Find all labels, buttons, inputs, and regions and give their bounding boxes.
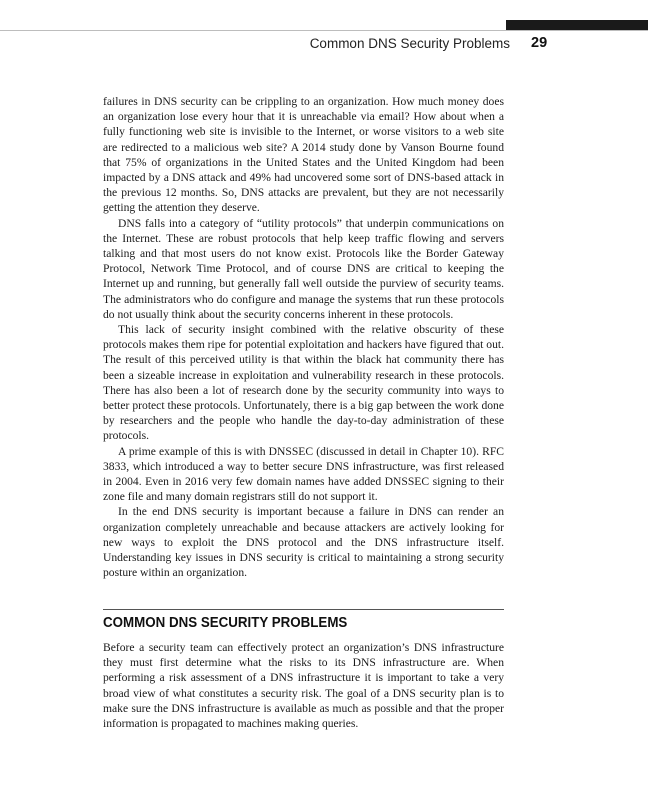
paragraph: DNS falls into a category of “utility protocols” that underpin communications on the Internet. These are robust protocols that help keep traffic flowing and servers talking and that most users do not know exist. Protocols like the Border Gateway Protocol, Network Time Protocol, and of course DNS are critical to keeping the Internet up and running, but generally fall well outside the purview of security teams. The administrators who do configure and manage the systems that run these protocols do not usually think about the security concerns inherent in these protocols. [103, 216, 504, 321]
paragraph: failures in DNS security can be crippling to an organization. How much money does an organization lose every hour that it is unreachable via email? How about when a fully functioning web site is invisible to the Internet, or worse visitors to a web site are redirected to a malicious web site? A 2014 study done by Vanson Bourne found that 75% of organizations in the United States and the United Kingdom had been impacted by a DNS attack and 49% had uncovered some sort of DNS-based attack in the previous 12 months. So, DNS attacks are prevalent, but they are not necessarily getting the attention they deserve. [103, 95, 504, 215]
section-divider [103, 609, 504, 610]
paragraph: In the end DNS security is important because a failure in DNS can render an organization completely unreachable and because attackers are actively looking for new ways to exploit the DNS protocol and the DNS infrastructure itself. Understanding key issues in DNS security is critical to maintaining a strong security posture within an organization. [103, 505, 504, 580]
running-head: Common DNS Security Problems [309, 36, 510, 51]
paragraph: A prime example of this is with DNSSEC (discussed in detail in Chapter 10). RFC 3833, which introduced a way to better secure DNS infrastructure, was first released in 2004. Even in 2016 very few domain names have added DNSSEC signing to their zone file and many domain registrars still do not support it. [103, 444, 504, 504]
section-body-text [103, 640, 504, 731]
header-rule [0, 30, 648, 31]
paragraph: Before a security team can effectively protect an organization’s DNS infrastructure they must first determine what the risks to its DNS infrastructure are. When performing a risk assessment of a DNS infrastructure it is important to take a very broad view of what constitutes a security risk. The goal of a DNS security plan is to make sure the DNS infrastructure is available as much as possible and that the proper information is propagated to machines making queries. [103, 641, 504, 731]
body-text [103, 94, 504, 581]
paragraph: This lack of security insight combined with the relative obscurity of these protocols makes them ripe for potential exploitation and hackers have figured that out. The result of this perceived utility is that within the black hat community there has been a sizeable increase in exploitation and vulnerability research in these protocols. There has also been a lot of research done by the security community into ways to better protect these protocols. Unfortunately, there is a big gap between the work done by researchers and the people who handle the day-to-day administration of these protocols. [103, 323, 504, 443]
page-number: 29 [531, 35, 548, 51]
section-heading: COMMON DNS SECURITY PROBLEMS [103, 615, 348, 631]
